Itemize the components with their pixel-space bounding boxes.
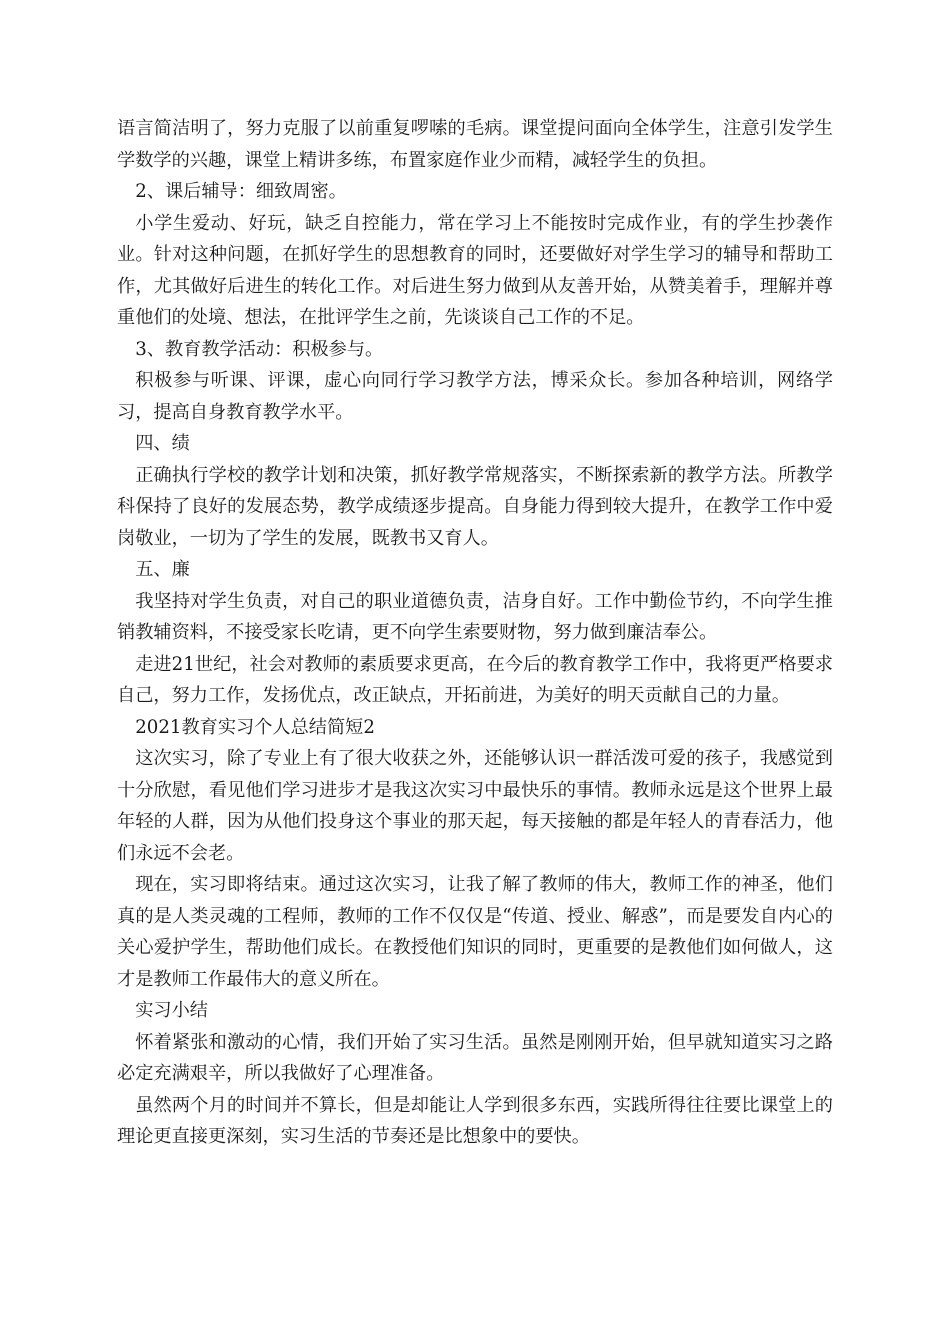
paragraph-integrity: 我坚持对学生负责，对自己的职业道德负责，洁身自好。工作中勤俭节约，不向学生推销教辅资料，不接受家长吃请，更不向学生索要财物，努力做到廉洁奉公。 bbox=[117, 590, 833, 643]
paragraph-internship-ending: 现在，实习即将结束。通过这次实习，让我了解了教师的伟大，教师工作的神圣，他们真的是人类灵魂的工程师，教师的工作不仅仅是“传道、授业、解惑”，而是要发自内心的关心爱护学生，帮助他们成长。在教授他们知识的同时，更重要的是教他们如何做人，这才是教师工作最伟大的意义所在。 bbox=[117, 874, 833, 990]
paragraph-internship-duration: 虽然两个月的时间并不算长，但是却能让人学到很多东西，实践所得往往要比课堂上的理论更直接更深刻，实习生活的节奏还是比想象中的要快。 bbox=[117, 1094, 833, 1147]
paragraph-continuation: 语言简洁明了，努力克服了以前重复啰嗦的毛病。课堂提问面向全体学生，注意引发学生学数学的兴趣，课堂上精讲多练，布置家庭作业少而精，减轻学生的负担。 bbox=[117, 118, 833, 171]
paragraph-achievement: 正确执行学校的教学计划和决策，抓好教学常规落实，不断探索新的教学方法。所教学科保持了良好的发展态势，教学成绩逐步提高。自身能力得到较大提升，在教学工作中爱岗敬业，一切为了学生的发展，既教书又育人。 bbox=[117, 464, 833, 549]
section-heading-achievement: 四、绩 bbox=[135, 433, 190, 454]
article-title-2: 2021教育实习个人总结简短2 bbox=[135, 716, 375, 738]
paragraph-internship-start: 怀着紧张和激动的心情，我们开始了实习生活。虽然是刚刚开始，但早就知道实习之路必定充满艰辛，所以我做好了心理准备。 bbox=[117, 1031, 833, 1084]
paragraph-teaching-activities: 积极参与听课、评课，虚心向同行学习教学方法，博采众长。参加各种培训，网络学习，提高自身教育教学水平。 bbox=[117, 370, 833, 423]
subheading-after-class-tutoring: 2、课后辅导：细致周密。 bbox=[135, 181, 347, 202]
section-heading-integrity: 五、廉 bbox=[135, 559, 190, 580]
document-body bbox=[117, 113, 833, 1153]
paragraph-internship-gains: 这次实习，除了专业上有了很大收获之外，还能够认识一群活泼可爱的孩子，我感觉到十分欣慰，看见他们学习进步才是我这次实习中最快乐的事情。教师永远是这个世界上最年轻的人群，因为从他们投身这个事业的那天起，每天接触的都是年轻人的青春活力，他们永远不会老。 bbox=[117, 748, 833, 864]
section-heading-internship-summary: 实习小结 bbox=[135, 1000, 208, 1021]
subheading-teaching-activities: 3、教育教学活动：积极参与。 bbox=[135, 338, 384, 360]
paragraph-tutoring: 小学生爱动、好玩，缺乏自控能力，常在学习上不能按时完成作业，有的学生抄袭作业。针对这种问题，在抓好学生的思想教育的同时，还要做好对学生学习的辅导和帮助工作，尤其做好后进生的转化工作。对后进生努力做到从友善开始，从赞美着手，理解并尊重他们的处境、想法，在批评学生之前，先谈谈自己工作的不足。 bbox=[117, 212, 833, 328]
paragraph-conclusion: 走进21世纪，社会对教师的素质要求更高，在今后的教育教学工作中，我将更严格要求自己，努力工作，发扬优点，改正缺点，开拓前进，为美好的明天贡献自己的力量。 bbox=[117, 653, 833, 706]
